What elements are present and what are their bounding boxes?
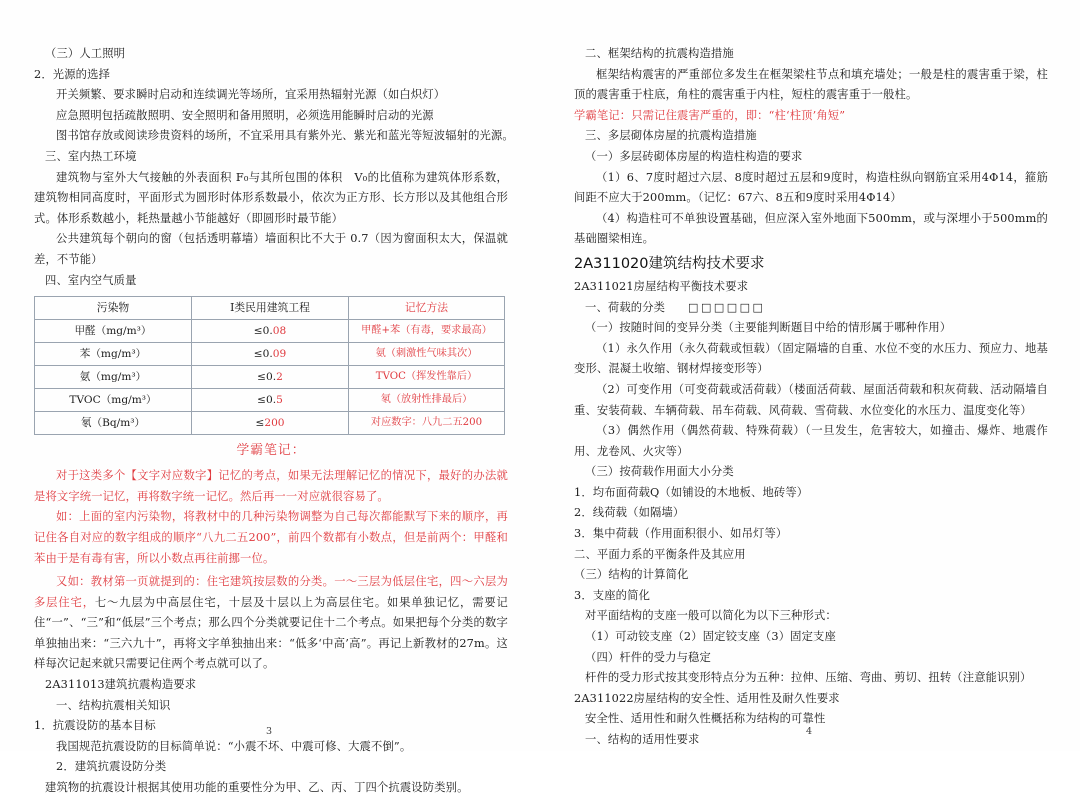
limit-prefix: ≤0. — [257, 371, 277, 384]
subsection-member-force: （四）杆件的受力与稳定 — [585, 650, 711, 664]
limit-digits: 5 — [276, 394, 283, 407]
subsection-area-classification: （三）按荷载作用面大小分类 — [585, 465, 734, 479]
section-structural-seismic-knowledge: 一、结构抗震相关知识 — [56, 698, 171, 712]
section-frame-seismic-measures: 二、框架结构的抗震构造措施 — [585, 47, 734, 60]
load-type-permanent: （1）永久作用（永久荷载或恒载）（固定隔墙的自重、水位不变的水压力、预应力、地基变形、混凝土收缩、钢材焊接变形等） — [574, 341, 1048, 376]
header-pollutant: 污染物 — [35, 297, 192, 320]
xueba-notes-title: 学霸笔记： — [236, 443, 306, 459]
cell-memory: 氡（放射性排最后） — [349, 389, 505, 412]
cell-memory: TVOC（挥发性靠后） — [349, 366, 505, 389]
section-load-classification — [574, 298, 1048, 319]
table-row — [35, 366, 505, 389]
pollutant-limits-table — [34, 296, 505, 435]
item-basic-goal: 1．抗震设防的基本目标 — [34, 719, 156, 733]
para-window-wall-ratio: 公共建筑每个朝向的窗（包括透明幕墙）墙面积比不大于 0.7（因为窗面积太大，保温就差，不节能） — [34, 232, 508, 266]
section-masonry-seismic-measures: 三、多层砌体房屋的抗震构造措施 — [585, 129, 757, 143]
cell-pollutant: TVOC（mg/m³） — [35, 389, 192, 412]
left-page — [0, 0, 538, 795]
cell-memory: 氨（刺激性气味其次） — [349, 343, 505, 366]
cell-limit — [192, 412, 349, 435]
para-frame-damage: 框架结构震害的严重部位多发生在框架梁柱节点和填充墙处；一般是柱的震害重于梁，柱顶的震害重于柱底，角柱的震害重于内柱，短柱的震害重于一般柱。 — [574, 67, 1048, 102]
section-applicability-requirements: 一、结构的适用性要求 — [585, 733, 700, 746]
xueba-para-3-rest: 七～九层为中高层住宅，十层及十层以上为高层住宅。如果单独记忆，需要记住“一”、“三”和“低层”三个考点；那么四个分类就要记住十二个考点。如果把每个分类的数字单独抽出来：“三六九十”，再将文字单独抽出来：“低多‘中高’高”。再记上新教材的27m。这样每次记起来就只需要记住两个考点就可以了。 — [34, 595, 508, 671]
load-classification-label: 一、荷载的分类 — [585, 300, 666, 314]
limit-digits: 08 — [272, 325, 287, 338]
limit-prefix: ≤0. — [257, 394, 277, 407]
cell-pollutant: 甲醛（mg/m³） — [35, 320, 192, 343]
limit-prefix: ≤0. — [253, 325, 273, 338]
placeholder-boxes-glyphs: □□□□□□ — [688, 300, 766, 314]
section-2a311013: 2A311013建筑抗震构造要求 — [45, 678, 197, 692]
load-type-accidental: （3）偶然作用（偶然荷载、特殊荷载）（一旦发生，危害较大，如撞击、爆炸、地震作用、龙卷风、火灾等） — [574, 424, 1048, 458]
cell-limit — [192, 320, 349, 343]
xueba-para-1: 对于这类多个【文字对应数字】记忆的考点，如果无法理解记忆的情况下，最好的办法就是将文字统一记忆，再将数字统一记忆。然后再一一对应就很容易了。 — [34, 469, 508, 503]
load-line: 2．线荷载（如隔墙） — [574, 506, 685, 520]
load-uniform-area: 1．均布面荷载Q（如铺设的木地板、地砖等） — [574, 485, 809, 499]
para-shape-factor: 建筑物与室外大气接触的外表面积 F₀与其所包围的体积 V₀的比值称为建筑体形系数，建筑物相同高度时，平面形式为圆形时体形系数最小，依次为正方形、长方形以及其他组合形式。体形系数越小，耗热量越小节能越好（即圆形时最节能） — [34, 170, 508, 225]
right-page-number: 4 — [805, 726, 813, 737]
cell-memory: 对应数字：八九二五200 — [349, 412, 505, 435]
table-row — [35, 412, 505, 435]
load-type-variable: （2）可变作用（可变荷载或活荷载）（楼面活荷载、屋面活荷载和积灰荷载、活动隔墙自重、安装荷载、车辆荷载、吊车荷载、风荷载、雪荷载、水位变化的水压力、温度变化等） — [574, 382, 1048, 417]
text-reliability: 安全性、适用性和耐久性概括称为结构的可靠性 — [585, 712, 826, 726]
table-header-row — [35, 297, 505, 320]
list-support-forms: （1）可动铰支座（2）固定铰支座（3）固定支座 — [585, 630, 836, 644]
limit-digits: 2 — [276, 371, 283, 384]
text-basic-goal: 我国规范抗震设防的目标简单说：“小震不坏、中震可修、大震不倒”。 — [56, 739, 412, 753]
item-support-simplification: 3．支座的简化 — [574, 588, 651, 602]
section-2a311022: 2A311022房屋结构的安全性、适用性及耐久性要求 — [574, 691, 840, 705]
limit-digits: 09 — [272, 348, 287, 361]
xueba-para-3-red: 又如：教材第一页就提到的：住宅建筑按层数的分类。一～三层为低层住宅，四～六层为多层住宅， — [34, 575, 508, 609]
subsection-masonry-column: （一）多层砖砌体房屋的构造柱构造的要求 — [585, 149, 803, 163]
heading-indoor-air-quality: 四、室内空气质量 — [45, 273, 137, 287]
heading-artificial-lighting: （三）人工照明 — [45, 47, 126, 60]
header-memory-method: 记忆方法 — [349, 297, 505, 320]
item-column-rebar: （1）6、7度时超过六层、8度时超过五层和9度时，构造柱纵向钢筋宜采用4Φ14，箍筋间距不应大于200mm。（记忆：67六、8五和9度时采用4Φ14） — [574, 170, 1048, 205]
table-row — [35, 343, 505, 366]
section-2a311021: 2A311021房屋结构平衡技术要求 — [574, 279, 749, 293]
limit-prefix: ≤0. — [253, 348, 273, 361]
limit-prefix: ≤ — [255, 417, 265, 430]
cell-limit — [192, 389, 349, 412]
text-emergency-lighting: 应急照明包括疏散照明、安全照明和备用照明，必须选用能瞬时启动的光源 — [56, 108, 434, 122]
xueba-para-3 — [34, 572, 508, 675]
limit-digits: 200 — [264, 417, 285, 430]
xueba-note-frame: 学霸笔记：只需记住震害严重的，即：“柱‘柱顶’角短” — [574, 108, 846, 122]
item-column-foundation: （4）构造柱可不单独设置基础，但应深入室外地面下500mm，或与深埋小于500mm的基础圈梁相连。 — [574, 211, 1048, 246]
cell-pollutant: 氡（Bq/m³） — [35, 412, 192, 435]
cell-memory: 甲醛+苯（有毒，要求最高） — [349, 320, 505, 343]
text-library-lighting: 图书馆存放或阅读珍贵资料的场所，不宜采用具有紫外光、紫光和蓝光等短波辐射的光源。 — [56, 129, 514, 143]
heading-2a311020: 2A311020建筑结构技术要求 — [574, 255, 765, 272]
text-seismic-classification: 建筑物的抗震设计根据其使用功能的重要性分为甲、乙、丙、丁四个抗震设防类别。 — [45, 781, 469, 795]
heading-indoor-thermal: 三、室内热工环境 — [45, 149, 137, 163]
section-plane-force-system: 二、平面力系的平衡条件及其应用 — [574, 547, 746, 561]
cell-limit — [192, 343, 349, 366]
text-support-simplification: 对平面结构的支座一般可以简化为以下三种形式： — [585, 609, 837, 623]
cell-pollutant: 氨（mg/m³） — [35, 366, 192, 389]
table-row — [35, 320, 505, 343]
subsection-time-variation: （一）按随时间的变异分类（主要能判断题目中给的情形属于哪种作用） — [585, 321, 952, 335]
text-switch-frequent: 开关频繁、要求瞬时启动和连续调光等场所，宜采用热辐射光源（如白炽灯） — [56, 88, 446, 102]
item-light-source-selection: 2．光源的选择 — [34, 67, 111, 81]
cell-limit — [192, 366, 349, 389]
left-page-number: 3 — [265, 726, 273, 737]
header-building-class: Ⅰ类民用建筑工程 — [192, 297, 349, 320]
right-page — [538, 0, 1080, 751]
item-seismic-classification: 2．建筑抗震设防分类 — [56, 760, 167, 774]
subsection-structure-simplification: （三）结构的计算简化 — [574, 568, 689, 582]
text-member-force-types: 杆件的受力形式按其变形特点分为五种：拉伸、压缩、弯曲、剪切、扭转（注意能识别） — [585, 671, 1032, 685]
table-row — [35, 389, 505, 412]
xueba-para-2: 如：上面的室内污染物，将教材中的几种污染物调整为自己每次都能默写下来的顺序，再记住各自对应的数字组成的顺序“八九二五200”，前四个数都有小数点，但是前两个：甲醛和苯由于是有毒有害，所以小数点再往前挪一位。 — [34, 510, 508, 565]
cell-pollutant: 苯（mg/m³） — [35, 343, 192, 366]
load-concentrated: 3．集中荷载（作用面积很小、如吊灯等） — [574, 527, 788, 541]
